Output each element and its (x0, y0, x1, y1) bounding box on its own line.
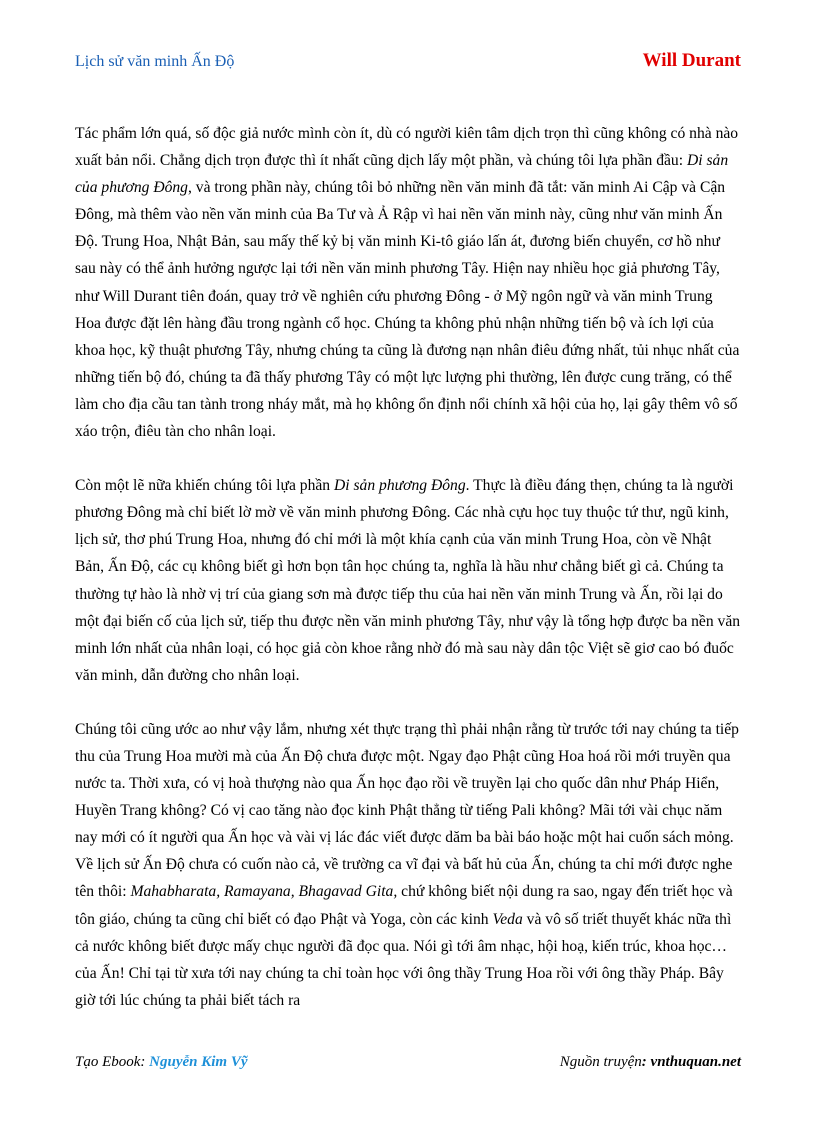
paragraph-1 (75, 120, 742, 445)
paragraph-3-text-a: Chúng tôi cũng ước ao như vậy lắm, nhưng xét thực trạng thì phải nhận rằng từ trước tới nay chúng ta tiếp thu của Trung Hoa mười mà của Ấn Độ chưa được một. Ngay đạo Phật cũng Hoa hoá rồi mới truyền qua nước ta. Thời xưa, có vị hoà thượng nào qua Ấn học đạo rồi về truyền lại cho quốc dân như Pháp Hiển, Huyền Trang không? Có vị cao tăng nào đọc kinh Phật thẳng từ tiếng Pali không? Mãi tới vài chục năm nay mới có ít người qua Ấn học và vài vị lác đác viết được dăm ba bài báo hoặc một hai cuốn sách mỏng. Về lịch sử Ấn Độ chưa có cuốn nào cả, về trường ca vĩ đại và bất hủ của Ấn, chúng ta chỉ mới được nghe tên thôi: (75, 720, 739, 901)
work-title-di-san-cua-phuong-dong: Di sản của phương Đông (75, 152, 729, 197)
paragraph-1-text-b: , và trong phần này, chúng tôi bỏ những nền văn minh đã tắt: văn minh Ai Cập và Cận Đông, mà thêm vào nền văn minh của Ba Tư và Ả Rập vì hai nền văn minh này, cũng như văn minh Ấn Độ. Trung Hoa, Nhật Bản, sau mấy thế kỷ bị văn minh Ki-tô giáo lấn át, đương biến chuyển, cơ hồ như sau này có thể ảnh hưởng ngược lại tới nền văn minh phương Tây. Hiện nay nhiều học giả phương Tây, như Will Durant tiên đoán, quay trở về nghiên cứu phương Đông - ở Mỹ ngôn ngữ và văn minh Trung Hoa được đặt lên hàng đầu trong ngành cổ học. Chúng ta không phủ nhận những tiến bộ và ích lợi của khoa học, kỹ thuật phương Tây, nhưng chúng ta cũng là đương nạn nhân điêu đứng nhất, tủi nhục nhất của những tiến bộ đó, chúng ta đã thấy phương Tây có một lực lượng phi thường, lên được cung trăng, có thể làm cho địa cầu tan tành trong nháy mắt, mà họ không ổn định nổi chính xã hội của họ, lại gây thêm vô số xáo trộn, điêu tàn cho nhân loại. (75, 179, 740, 441)
author-name: Will Durant (642, 50, 741, 71)
ebook-credit (75, 1054, 248, 1071)
epic-titles: Mahabharata, Ramayana, Bhagavad Gita, (130, 883, 398, 901)
ebook-creator-name: Nguyễn Kim Vỹ (149, 1054, 248, 1070)
ebook-separator: : (140, 1054, 150, 1070)
paragraph-2-text-a: Còn một lẽ nữa khiến chúng tôi lựa phần (75, 477, 334, 495)
veda-title: Veda (492, 910, 523, 928)
ebook-label: Tạo Ebook (75, 1054, 141, 1070)
paragraph-3 (75, 716, 742, 1014)
source-site: vnthuquan.net (650, 1054, 741, 1070)
paragraph-2 (75, 472, 742, 689)
page-content (75, 120, 742, 1041)
paragraph-2-text-b: . Thực là điều đáng thẹn, chúng ta là người phương Đông mà chỉ biết lờ mờ về văn minh phương Đông. Các nhà cựu học tuy thuộc tứ thư, ngũ kinh, lịch sử, thơ phú Trung Hoa, nhưng đó chỉ mới là một khía cạnh của văn minh Trung Hoa, còn về Nhật Bản, Ấn Độ, các cụ không biết gì hơn bọn tân học chúng ta, nghĩa là hầu như chẳng biết gì cả. Chúng ta thường tự hào là nhờ vị trí của giang sơn mà được tiếp thu của hai nền văn minh Trung và Ấn, rồi lại do một đại biến cố của lịch sử, tiếp thu được nền văn minh phương Tây, như vậy là tổng hợp được ba nền văn minh lớn nhất của nhân loại, có học giả còn khoe rằng nhờ đó mà sau này dân tộc Việt sẽ giơ cao bó đuốc văn minh, dẫn đường cho nhân loại. (75, 477, 741, 684)
page-header (75, 50, 741, 74)
paragraph-1-text-a: Tác phẩm lớn quá, số độc giả nước mình còn ít, dù có người kiên tâm dịch trọn thì cũng không có nhà nào xuất bản nổi. Chẳng dịch trọn được thì ít nhất cũng dịch lấy một phần, và chúng tôi lựa phần đầu: (75, 125, 739, 170)
work-title-di-san-phuong-dong: Di sản phương Đông (334, 477, 466, 495)
source-label: Nguồn truyện (559, 1054, 642, 1070)
paragraph-3-text-c: và vô số triết thuyết khác nữa thì cả nước không biết được mấy chục người đã đọc qua. Nói gì tới âm nhạc, hội hoạ, kiến trúc, khoa học… của Ấn! Chỉ tại từ xưa tới nay chúng ta chỉ toàn học với ông thầy Trung Hoa rồi với ông thầy Pháp. Bây giờ tới lúc chúng ta phải biết tách ra (75, 910, 732, 1009)
page-footer (75, 1054, 741, 1076)
paragraph-3-text-b: chứ không biết nội dung ra sao, ngay đến triết học và tôn giáo, chúng ta cũng chỉ biết có đạo Phật và Yoga, còn các kinh (75, 883, 733, 928)
source-separator: : (641, 1054, 651, 1070)
book-title: Lịch sử văn minh Ấn Độ (75, 53, 235, 70)
source-credit (560, 1054, 741, 1071)
